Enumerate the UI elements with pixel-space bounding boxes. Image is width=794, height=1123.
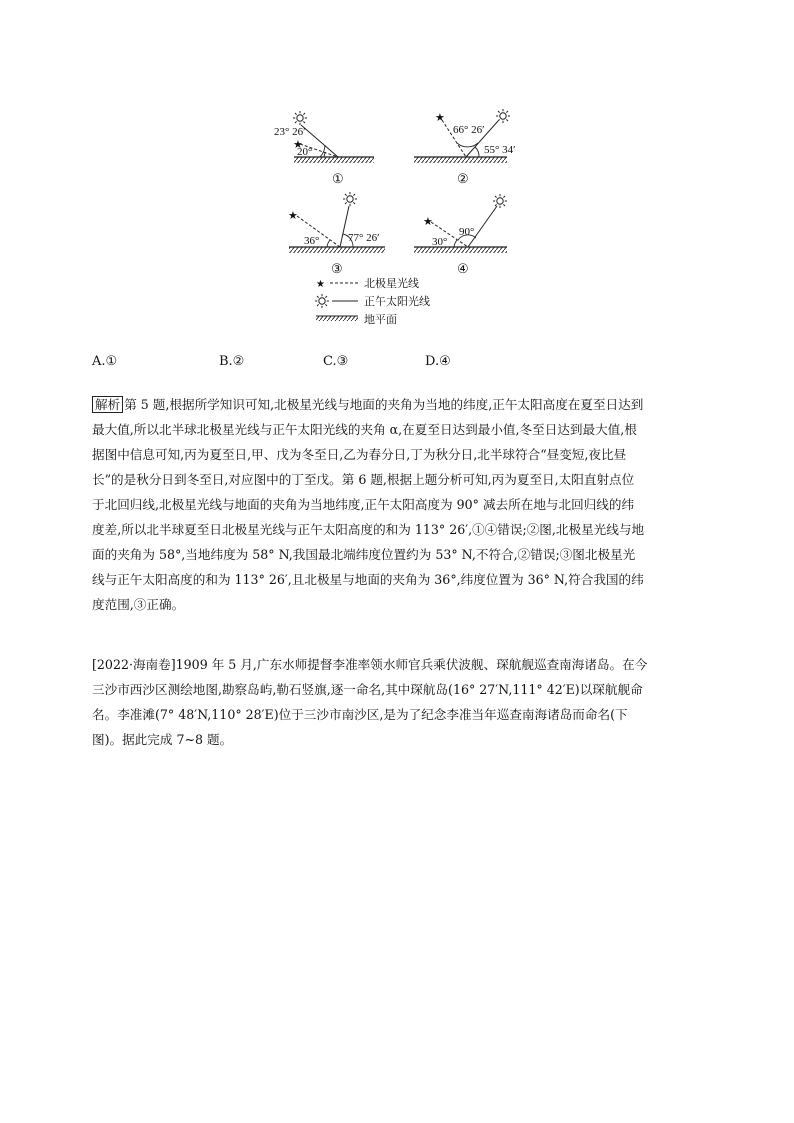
star-icon: ★ (316, 279, 325, 290)
star-icon: ★ (435, 112, 445, 124)
sun-angle-label: 90° (459, 226, 475, 238)
angle-arc (454, 240, 457, 247)
analysis-line: 度范围,③正确。 (92, 597, 185, 612)
sunlight-polaris-figure (0, 0, 794, 340)
question-line: 图)。据此完成 7~8 题。 (92, 732, 233, 747)
question-line: 名。李准滩(7° 48′N,110° 28′E)位于三沙市南沙区,是为了纪念李准当年巡查南海诸岛而命名(下 (92, 707, 628, 722)
ground-hatch (414, 247, 507, 253)
sun-angle-label: 77° 26′ (348, 232, 380, 244)
option-c[interactable]: C.③ (323, 354, 349, 369)
analysis-line: 面的夹角为 58°,当地纬度为 58° N,我国最北端纬度位置约为 53° N,不符合,②错误;③图北极星光 (92, 547, 636, 562)
panel-4 (414, 194, 507, 276)
analysis-line: 长”的是秋分日到冬至日,对应图中的丁至戊。第 6 题,根据上题分析可知,丙为夏至日,太阳直射点位 (92, 472, 635, 487)
panel-number: ④ (457, 261, 469, 276)
analysis-tag: 解析 (92, 396, 123, 413)
sun-icon (496, 109, 510, 123)
star-icon: ★ (423, 216, 433, 228)
panel-number: ③ (331, 261, 343, 276)
star-icon: ★ (288, 210, 298, 222)
question-line: 三沙市西沙区测绘地图,勘察岛屿,勒石竖旗,逐一命名,其中琛航岛(16° 27′N,111° 42′E)以琛航舰命 (92, 682, 643, 697)
panel-2 (414, 109, 516, 186)
sun-angle-label: 23° 26′ (274, 126, 306, 138)
angle-arc (475, 147, 479, 157)
analysis-line: 于北回归线,北极星光线与地面的夹角为当地纬度,正午太阳高度为 90° 减去所在地与北回归线的纬 (92, 497, 635, 512)
legend-sun-label: 正午太阳光线 (364, 296, 430, 308)
sun-icon (293, 111, 307, 125)
option-d[interactable]: D.④ (425, 354, 451, 369)
panel-3 (288, 192, 385, 276)
question-line: [2022·海南卷]1909 年 5 月,广东水师提督李准率领水师官兵乘伏波舰、琛航舰巡查南海诸岛。在今 (92, 657, 648, 672)
analysis-text: 第 5 题,根据所学知识可知,北极星光线与地面的夹角为当地的纬度,正午太阳高度在夏至日达到 (124, 397, 644, 412)
analysis-line: 据图中信息可知,丙为夏至日,甲、戊为冬至日,乙为春分日,丁为秋分日,北半球符合“昼变短,夜比昼 (92, 447, 627, 462)
sun-icon (493, 194, 507, 208)
sun-icon (315, 294, 329, 308)
legend-polaris-label: 北极星光线 (364, 278, 419, 290)
option-a[interactable]: A.① (92, 354, 118, 369)
ground-hatch (414, 157, 507, 163)
ground-hatch (289, 247, 385, 253)
sun-angle-label: 55° 34′ (484, 144, 516, 156)
analysis-line (92, 392, 704, 417)
angle-arc (327, 240, 330, 247)
north-angle-label: 20° (297, 146, 313, 158)
panel-number: ① (332, 171, 344, 186)
north-angle-label: 30° (432, 236, 448, 248)
legend-ground-label: 地平面 (364, 314, 397, 326)
star-icon: ★ (293, 139, 303, 151)
panel-1 (274, 111, 374, 186)
analysis-line: 最大值,所以北半球北极星光线与正午太阳光线的夹角 α,在夏至日达到最小值,冬至日达到最大值,根 (92, 422, 637, 437)
question-paragraph (92, 652, 704, 752)
answer-options (92, 354, 712, 376)
panel-number: ② (457, 171, 469, 186)
analysis-paragraph (92, 392, 704, 617)
option-b[interactable]: B.② (219, 354, 245, 369)
north-angle-label: 66° 26′ (453, 124, 485, 136)
north-angle-label: 36° (304, 235, 320, 247)
analysis-line: 度差,所以北半球夏至日北极星光线与正午太阳高度的和为 113° 26′,①④错误;②图,北极星光线与地 (92, 522, 645, 537)
legend (315, 276, 430, 326)
sun-icon (343, 192, 357, 206)
legend-ground-hatch (316, 316, 358, 321)
analysis-line: 线与正午太阳高度的和为 113° 26′,且北极星与地面的夹角为 36°,纬度位置为 36° N,符合我国的纬 (92, 572, 644, 587)
